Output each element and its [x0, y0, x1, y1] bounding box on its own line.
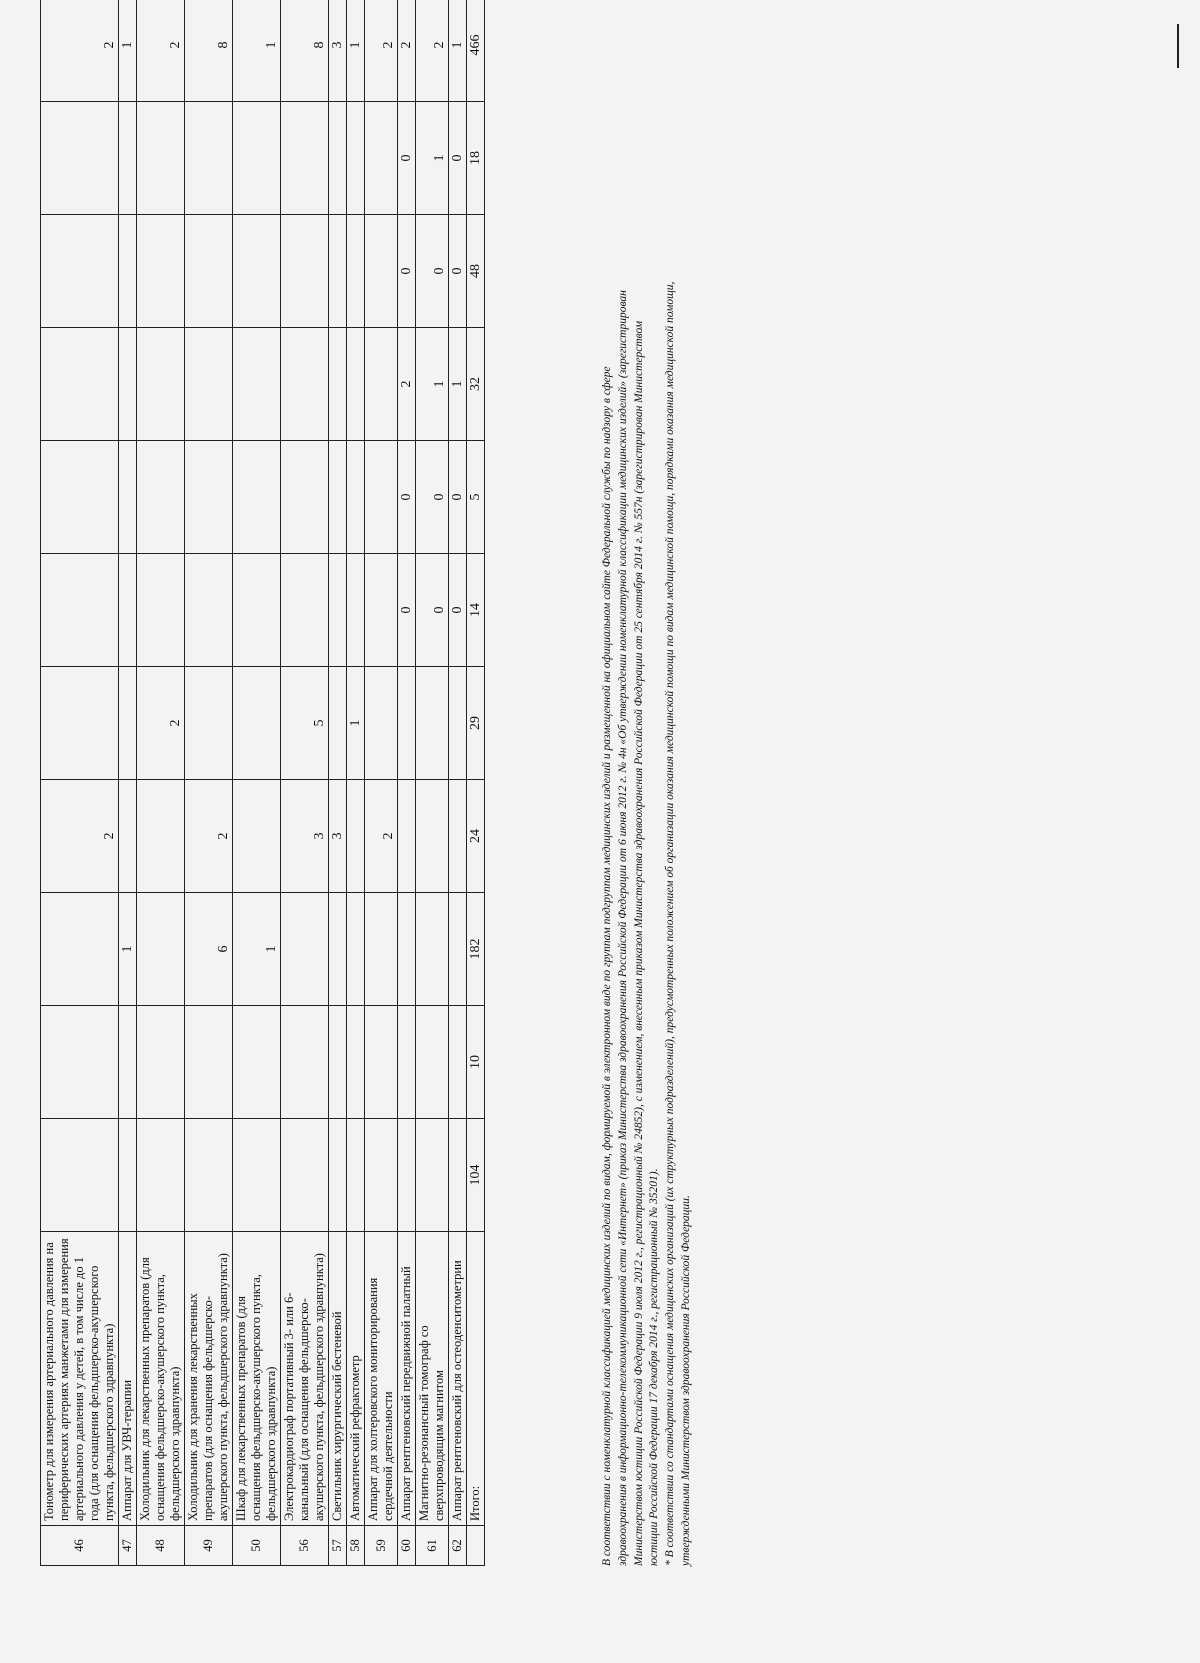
quantity-cell — [233, 441, 281, 554]
table-row — [41, 0, 119, 1566]
quantity-cell — [233, 102, 281, 215]
quantity-cell: 0 — [449, 441, 467, 554]
row-number: 48 — [137, 1526, 185, 1566]
total-cell: 24 — [467, 780, 485, 893]
quantity-cell — [398, 1006, 416, 1119]
quantity-cell — [398, 667, 416, 780]
total-cell: 29 — [467, 667, 485, 780]
quantity-cell — [137, 780, 185, 893]
quantity-cell — [119, 780, 137, 893]
quantity-cell — [281, 554, 329, 667]
quantity-cell — [137, 1119, 185, 1232]
quantity-cell: 1 — [347, 667, 365, 780]
quantity-cell — [416, 1006, 449, 1119]
quantity-cell — [281, 441, 329, 554]
quantity-cell: 1 — [233, 893, 281, 1006]
footnote-line: здравоохранения в информационно-телекоммуникационной сети «Интернет» (приказ Министерства здравоохранения Российской Федерации от 6 июня 2012 г. № 4н «Об утверждении номенклатурной классификации медицинских изделий» (зарегистрирован — [616, 290, 629, 1566]
table-row — [449, 0, 467, 1566]
total-row — [467, 0, 485, 1566]
quantity-cell: 1 — [233, 0, 281, 102]
quantity-cell — [233, 667, 281, 780]
quantity-cell: 0 — [449, 215, 467, 328]
quantity-cell — [281, 328, 329, 441]
quantity-cell — [365, 102, 398, 215]
quantity-cell — [329, 1119, 347, 1232]
quantity-cell — [233, 554, 281, 667]
quantity-cell — [185, 1006, 233, 1119]
quantity-cell: 8 — [281, 0, 329, 102]
quantity-cell — [281, 102, 329, 215]
quantity-cell — [347, 215, 365, 328]
quantity-cell — [41, 102, 119, 215]
rotated-page — [40, 0, 1200, 1566]
equipment-name: Аппарат рентгеновский для остеоденситометрии — [449, 1232, 467, 1526]
quantity-cell — [347, 780, 365, 893]
equipment-name: Электрокардиограф портативный 3- или 6-канальный (для оснащения фельдшерско-акушерского пункта, фельдшерского здравпункта) — [281, 1232, 329, 1526]
equipment-name: Холодильник для лекарственных препаратов (для оснащения фельдшерско-акушерского пункта, фельдшерского здравпункта) — [137, 1232, 185, 1526]
equipment-name: Аппарат рентгеновский передвижной палатный — [398, 1232, 416, 1526]
quantity-cell — [416, 667, 449, 780]
quantity-cell — [185, 215, 233, 328]
footnote-line: юстиции Российской Федерации 17 декабря 2014 г., регистрационный № 35201). — [648, 1168, 661, 1566]
quantity-cell — [416, 893, 449, 1006]
quantity-cell — [137, 441, 185, 554]
quantity-cell: 0 — [398, 441, 416, 554]
quantity-cell — [137, 1006, 185, 1119]
total-cell: 104 — [467, 1119, 485, 1232]
table-row — [329, 0, 347, 1566]
footnote-line: утвержденными Министерством здравоохранения Российской Федерации. — [679, 1195, 692, 1566]
quantity-cell: 1 — [119, 893, 137, 1006]
quantity-cell — [449, 893, 467, 1006]
quantity-cell: 2 — [398, 328, 416, 441]
quantity-cell: 3 — [329, 780, 347, 893]
footnote-line: * В соответствии со стандартами оснащения медицинских организаций (их структурных подразделений), предусмотренных положением об организации оказания медицинской помощи по видам медицинской помощи, порядками оказания медицинской помощи, — [664, 281, 677, 1566]
total-cell: 48 — [467, 215, 485, 328]
quantity-cell — [233, 328, 281, 441]
quantity-cell — [329, 215, 347, 328]
row-number: 57 — [329, 1526, 347, 1566]
quantity-cell: 0 — [398, 215, 416, 328]
quantity-cell — [347, 328, 365, 441]
total-label: Итого: — [467, 1232, 485, 1526]
equipment-name: Тонометр для измерения артериального давления на периферических артериях манжетами для измерения артериального давления у детей, в том числе до 1 года (для оснащения фельдшерско-акушерского пункта, фельдшерского здравпункта) — [41, 1232, 119, 1526]
quantity-cell — [137, 328, 185, 441]
quantity-cell — [365, 215, 398, 328]
quantity-cell — [365, 1006, 398, 1119]
quantity-cell — [233, 215, 281, 328]
table-row — [416, 0, 449, 1566]
row-number: 47 — [119, 1526, 137, 1566]
quantity-cell: 1 — [119, 0, 137, 102]
quantity-cell — [281, 1006, 329, 1119]
row-number: 56 — [281, 1526, 329, 1566]
total-cell: 18 — [467, 102, 485, 215]
quantity-cell — [185, 667, 233, 780]
quantity-cell — [185, 1119, 233, 1232]
quantity-cell — [137, 554, 185, 667]
quantity-cell — [329, 328, 347, 441]
quantity-cell: 2 — [398, 0, 416, 102]
total-cell: 14 — [467, 554, 485, 667]
total-cell: 32 — [467, 328, 485, 441]
footnote-line: В соответствии с номенклатурной классификацией медицинских изделий по видам, формируемой в электронном виде по группам подгруппам медицинских изделий и размещенной на официальном сайте Федеральной службы по надзору в сфере — [601, 366, 613, 1566]
equipment-name: Холодильник для хранения лекарственных препаратов (для оснащения фельдшерско-акушерского пункта, фельдшерского здравпункта) — [185, 1232, 233, 1526]
quantity-cell — [185, 554, 233, 667]
quantity-cell: 1 — [347, 0, 365, 102]
quantity-cell — [41, 215, 119, 328]
quantity-cell — [137, 102, 185, 215]
total-number-cell — [467, 1526, 485, 1566]
quantity-cell — [347, 1119, 365, 1232]
quantity-cell — [119, 554, 137, 667]
quantity-cell — [329, 554, 347, 667]
quantity-cell — [41, 554, 119, 667]
quantity-cell — [41, 441, 119, 554]
quantity-cell: 1 — [416, 328, 449, 441]
quantity-cell — [329, 667, 347, 780]
table-row — [398, 0, 416, 1566]
quantity-cell — [365, 554, 398, 667]
total-cell: 182 — [467, 893, 485, 1006]
equipment-name: Аппарат для холтеровского мониторирования сердечной деятельности — [365, 1232, 398, 1526]
table-row — [137, 0, 185, 1566]
quantity-cell: 0 — [449, 102, 467, 215]
quantity-cell — [41, 328, 119, 441]
quantity-cell — [281, 215, 329, 328]
quantity-cell — [119, 441, 137, 554]
quantity-cell — [119, 328, 137, 441]
table-row — [347, 0, 365, 1566]
table-row — [365, 0, 398, 1566]
quantity-cell — [41, 1006, 119, 1119]
table-body — [41, 0, 485, 1566]
quantity-cell: 6 — [185, 893, 233, 1006]
quantity-cell — [233, 1006, 281, 1119]
table-row — [185, 0, 233, 1566]
row-number: 59 — [365, 1526, 398, 1566]
quantity-cell — [329, 441, 347, 554]
quantity-cell — [449, 1006, 467, 1119]
quantity-cell — [233, 1119, 281, 1232]
row-number: 50 — [233, 1526, 281, 1566]
quantity-cell — [119, 667, 137, 780]
total-cell: 466 — [467, 0, 485, 102]
table-row — [281, 0, 329, 1566]
quantity-cell: 2 — [365, 0, 398, 102]
quantity-cell — [281, 893, 329, 1006]
quantity-cell — [41, 667, 119, 780]
quantity-cell — [347, 1006, 365, 1119]
quantity-cell — [347, 554, 365, 667]
quantity-cell — [185, 102, 233, 215]
quantity-cell: 2 — [137, 0, 185, 102]
quantity-cell — [185, 328, 233, 441]
quantity-cell — [281, 1119, 329, 1232]
equipment-name: Магнитно-резонансный томограф со сверхпроводящим магнитом — [416, 1232, 449, 1526]
row-number: 62 — [449, 1526, 467, 1566]
quantity-cell: 2 — [137, 667, 185, 780]
quantity-cell: 0 — [398, 554, 416, 667]
quantity-cell — [329, 1006, 347, 1119]
equipment-name: Светильник хирургический бестеневой — [329, 1232, 347, 1526]
quantity-cell: 1 — [416, 102, 449, 215]
quantity-cell: 0 — [416, 215, 449, 328]
quantity-cell — [449, 667, 467, 780]
quantity-cell — [41, 893, 119, 1006]
equipment-name: Аппарат для УВЧ-терапии — [119, 1232, 137, 1526]
quantity-cell: 3 — [281, 780, 329, 893]
equipment-name: Автоматический рефрактометр — [347, 1232, 365, 1526]
row-number: 46 — [41, 1526, 119, 1566]
quantity-cell — [365, 328, 398, 441]
quantity-cell: 0 — [416, 554, 449, 667]
quantity-cell: 8 — [185, 0, 233, 102]
table-row — [119, 0, 137, 1566]
equipment-name: Шкаф для лекарственных препаратов (для оснащения фельдшерско-акушерского пункта, фельдшерского здравпункта) — [233, 1232, 281, 1526]
quantity-cell — [233, 780, 281, 893]
quantity-cell — [137, 215, 185, 328]
quantity-cell — [347, 102, 365, 215]
total-cell: 5 — [467, 441, 485, 554]
total-cell: 10 — [467, 1006, 485, 1119]
quantity-cell — [119, 215, 137, 328]
quantity-cell — [398, 780, 416, 893]
quantity-cell — [119, 102, 137, 215]
quantity-cell — [329, 102, 347, 215]
quantity-cell — [137, 893, 185, 1006]
quantity-cell: 2 — [41, 0, 119, 102]
quantity-cell — [119, 1119, 137, 1232]
table-row — [233, 0, 281, 1566]
quantity-cell: 1 — [449, 328, 467, 441]
quantity-cell — [416, 780, 449, 893]
quantity-cell: 2 — [416, 0, 449, 102]
quantity-cell: 5 — [281, 667, 329, 780]
quantity-cell: 2 — [41, 780, 119, 893]
quantity-cell: 0 — [416, 441, 449, 554]
quantity-cell — [365, 441, 398, 554]
quantity-cell: 1 — [449, 0, 467, 102]
row-number: 58 — [347, 1526, 365, 1566]
quantity-cell — [365, 1119, 398, 1232]
row-number: 61 — [416, 1526, 449, 1566]
quantity-cell — [365, 667, 398, 780]
quantity-cell: 0 — [449, 554, 467, 667]
quantity-cell — [416, 1119, 449, 1232]
quantity-cell — [449, 1119, 467, 1232]
quantity-cell — [347, 441, 365, 554]
quantity-cell — [41, 1119, 119, 1232]
quantity-cell — [449, 780, 467, 893]
quantity-cell — [398, 893, 416, 1006]
quantity-cell: 3 — [329, 0, 347, 102]
row-number: 60 — [398, 1526, 416, 1566]
quantity-cell: 2 — [365, 780, 398, 893]
quantity-cell — [398, 1119, 416, 1232]
row-number: 49 — [185, 1526, 233, 1566]
quantity-cell — [329, 893, 347, 1006]
quantity-cell: 2 — [185, 780, 233, 893]
footnote-line: Министерством юстиции Российской Федерации 9 июля 2012 г., регистрационный № 24852), с изменением, внесенным приказом Министерства здравоохранения Российской Федерации от 25 сентября 2014 г. № 557н (зарегистрирован Министерством — [632, 320, 645, 1566]
quantity-cell — [365, 893, 398, 1006]
quantity-cell: 0 — [398, 102, 416, 215]
footnotes — [600, 26, 695, 1566]
quantity-cell — [347, 893, 365, 1006]
quantity-cell — [185, 441, 233, 554]
quantity-cell — [119, 1006, 137, 1119]
equipment-table — [40, 0, 485, 1566]
